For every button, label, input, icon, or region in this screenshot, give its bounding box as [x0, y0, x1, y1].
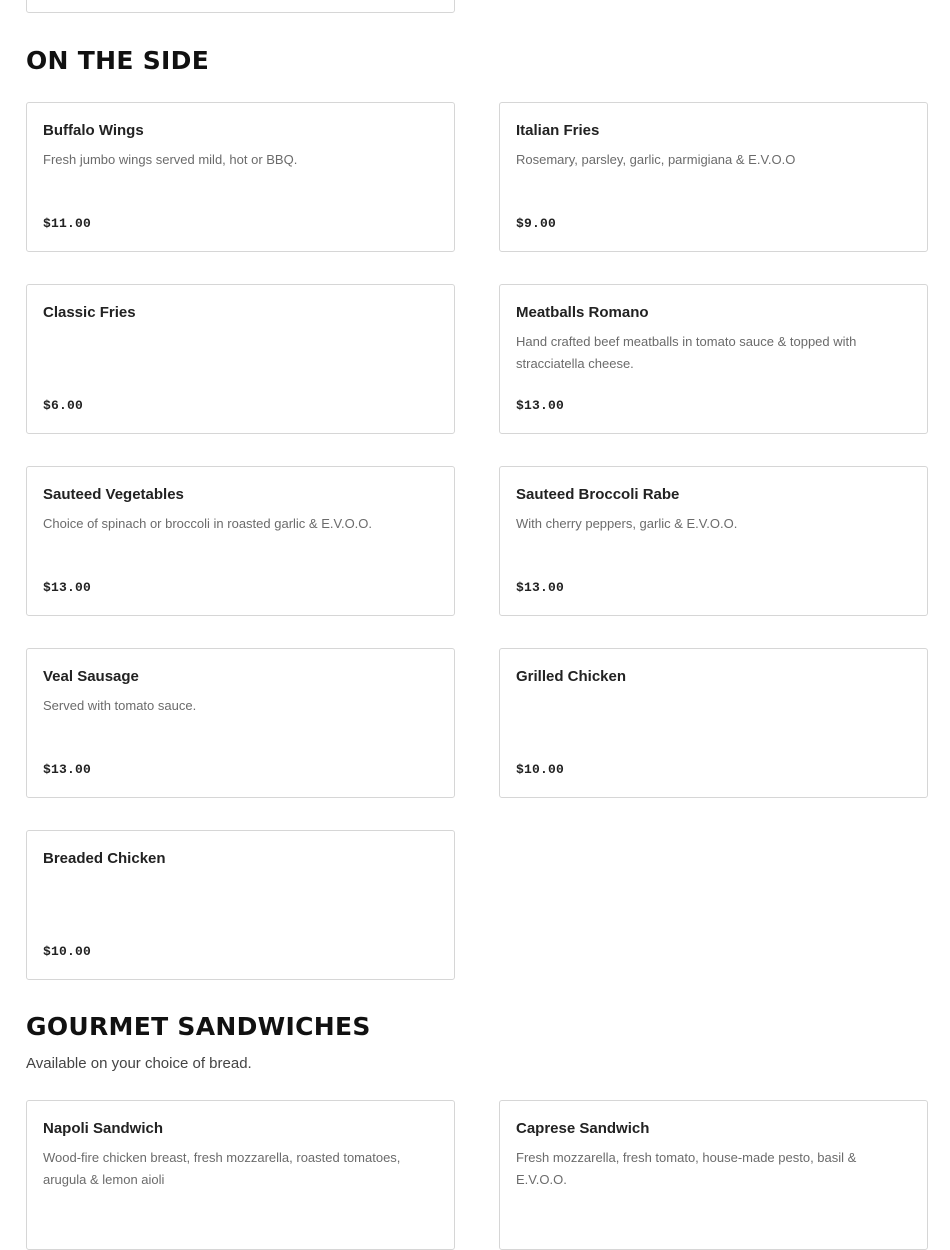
item-name: Meatballs Romano: [516, 304, 649, 321]
item-description: Served with tomato sauce.: [43, 698, 197, 713]
menu-item-card[interactable]: [499, 648, 928, 798]
menu-item-card[interactable]: [499, 102, 928, 252]
section-title-gourmet-sandwiches: GOURMET SANDWICHES: [26, 1012, 371, 1041]
item-price: $13.00: [43, 580, 92, 595]
item-description: Wood-fire chicken breast, fresh mozzarella, roasted tomatoes, arugula & lemon aioli: [43, 1150, 401, 1187]
menu-item-card[interactable]: [499, 1100, 928, 1250]
section-title-on-the-side: ON THE SIDE: [26, 46, 210, 75]
item-price: $9.00: [516, 216, 557, 231]
menu-item-card[interactable]: [499, 284, 928, 434]
item-price: $6.00: [43, 398, 84, 413]
item-description: Choice of spinach or broccoli in roasted garlic & E.V.O.O.: [43, 516, 373, 531]
item-price: $11.00: [43, 216, 92, 231]
menu-item-card[interactable]: [26, 830, 455, 980]
item-name: Caprese Sandwich: [516, 1120, 650, 1137]
item-price: $10.00: [43, 944, 92, 959]
item-name: Napoli Sandwich: [43, 1120, 164, 1137]
item-name: Sauteed Broccoli Rabe: [516, 486, 680, 503]
item-description: Fresh jumbo wings served mild, hot or BBQ.: [43, 152, 298, 167]
item-name: Breaded Chicken: [43, 850, 166, 867]
menu-item-card[interactable]: [26, 102, 455, 252]
item-description: Hand crafted beef meatballs in tomato sauce & topped with stracciatella cheese.: [516, 334, 857, 371]
menu-item-card[interactable]: [499, 466, 928, 616]
item-description: Rosemary, parsley, garlic, parmigiana & E.V.O.O: [516, 152, 796, 167]
section-subtitle: Available on your choice of bread.: [26, 1055, 252, 1072]
menu-item-card-partial[interactable]: [26, 0, 455, 13]
menu-item-card[interactable]: [26, 1100, 455, 1250]
item-description: With cherry peppers, garlic & E.V.O.O.: [516, 516, 738, 531]
menu-item-card[interactable]: [26, 648, 455, 798]
item-price: $13.00: [43, 762, 92, 777]
item-name: Sauteed Vegetables: [43, 486, 184, 503]
menu-item-card[interactable]: [26, 284, 455, 434]
item-price: $13.00: [516, 580, 565, 595]
item-name: Buffalo Wings: [43, 122, 144, 139]
item-name: Grilled Chicken: [516, 668, 627, 685]
item-description: Fresh mozzarella, fresh tomato, house-made pesto, basil & E.V.O.O.: [516, 1150, 857, 1187]
item-price: $10.00: [516, 762, 565, 777]
item-price: $13.00: [516, 398, 565, 413]
item-name: Classic Fries: [43, 304, 136, 321]
item-name: Veal Sausage: [43, 668, 139, 685]
item-name: Italian Fries: [516, 122, 600, 139]
menu-item-card[interactable]: [26, 466, 455, 616]
